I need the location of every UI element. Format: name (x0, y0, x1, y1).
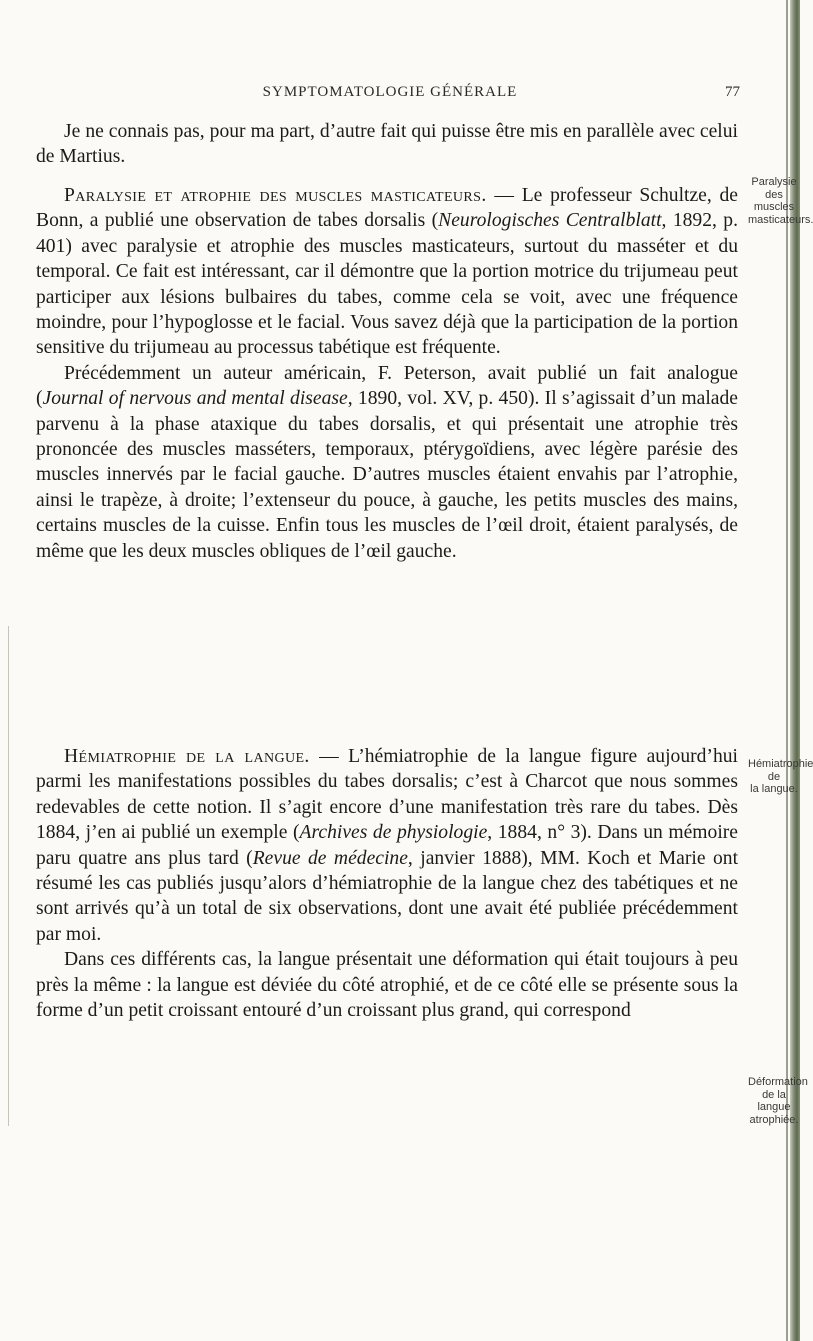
gutter-shadow (8, 626, 9, 1126)
margin-note-line: Paralysie (751, 176, 797, 188)
margin-note-deformation (748, 1076, 808, 1126)
paralysis-paragraph-2 (36, 361, 738, 564)
margin-note-line: la langue. (750, 783, 798, 795)
citation-revue: Revue de médecine (252, 847, 408, 869)
text-run: , 1884, n° 3). Dans un mémoire paru quatre ans plus tard ( (36, 822, 738, 869)
intro-paragraph: Je ne connais pas, pour ma part, d’autre fait qui puisse être mis en parallèle avec celui de Martius. (36, 121, 738, 168)
margin-note-line: de (767, 770, 781, 783)
section-paralysis (36, 183, 738, 564)
margin-note-paralysis (748, 176, 813, 226)
heading-dash: — (309, 746, 349, 767)
text-run: , 1890, vol. XV, p. 450). Il s’agissait d’un malade parvenu à la phase ataxique du tabes dorsalis, et qui présentait une atrophie très prononcée des muscles masséters, temporaux, ptérygoïdiens, avec légère parésie des muscles innervés par le facial gauche. D’autres muscles étaient envahis par l’atrophie, ainsi le trapèze, à droite; l’extenseur du pouce, à gauche, les petits muscles des mains, certains muscles de la cuisse. Enfin tous les muscles de l’œil droit, étaient paralysés, de même que les deux muscles obliques de l’œil gauche. (36, 388, 738, 562)
margin-note-hemiatrophy (748, 758, 813, 796)
margin-note-line: de la langue (757, 1088, 791, 1113)
citation-archives: Archives de physiologie (299, 822, 488, 844)
section-heading-paralysis: Paralysie et atrophie des muscles masticateurs. (64, 185, 487, 206)
section-heading-hemiatrophy: Hémiatrophie de la langue. (64, 746, 310, 767)
hemiatrophy-paragraph-1 (36, 744, 738, 947)
intro-block (36, 119, 738, 170)
hemiatrophy-paragraph-2: Dans ces différents cas, la langue présentait une déformation qui était toujours à peu près la même : la langue est déviée du côté atrophié, et de ce côté elle se présente sous la forme d’un petit croissant entouré d’un croissant plus grand, qui correspond (36, 949, 738, 1022)
text-run: Le professeur Schultze, de Bonn, a publié une observation de tabes dorsalis ( (36, 185, 738, 232)
running-title: SYMPTOMATOLOGIE GÉNÉRALE (262, 84, 518, 100)
margin-note-line: des muscles (753, 188, 795, 213)
text-run: Précédemment un auteur américain, F. Peterson, avait publié un fait analogue ( (36, 362, 738, 410)
margin-note-line: atrophiée. (749, 1113, 799, 1126)
text-run: , janvier 1888), MM. Koch et Marie ont résumé les cas publiés jusqu’alors d’hémiatrophie de la langue chez des tabétiques et ne sont arrivés qu’à un total de six observations, dont une avait été publiée précédemment par moi. (36, 847, 739, 945)
margin-note-line: masticateurs. (748, 213, 813, 226)
paralysis-paragraph-1 (36, 183, 738, 361)
citation-journal-neurologisches: Neurologisches Centralblatt (438, 210, 662, 232)
page-header (40, 84, 740, 110)
section-hemiatrophy (36, 744, 738, 1023)
text-run: L’hémiatrophie de la langue figure aujourd’hui parmi les manifestations possibles du tabes dorsalis; c’est à Charcot que nous sommes redevables de cette notion. Il s’agit encore d’une manifestation très rare du tabes. Dès 1884, j’en ai publié un exemple ( (36, 746, 738, 844)
margin-note-line: Hémiatrophie (748, 758, 813, 770)
heading-dash: — (486, 185, 522, 206)
citation-journal-nervous: Journal of nervous and mental disease (42, 388, 348, 410)
page-number: 77 (725, 84, 740, 100)
margin-note-line: Déformation (748, 1076, 808, 1088)
text-run: , 1892, p. 401) avec paralysie et atrophie des muscles masticateurs, surtout du masséter et du temporal. Ce fait est intéressant, car il démontre que la portion motrice du trijumeau peut participer aux lésions bulbaires du tabes, comme cela se voit, avec une fréquence moindre, pour l’hypoglosse et le facial. Vous savez déjà que la participation de la portion sensitive du trijumeau au processus tabétique est fréquente. (36, 210, 739, 359)
